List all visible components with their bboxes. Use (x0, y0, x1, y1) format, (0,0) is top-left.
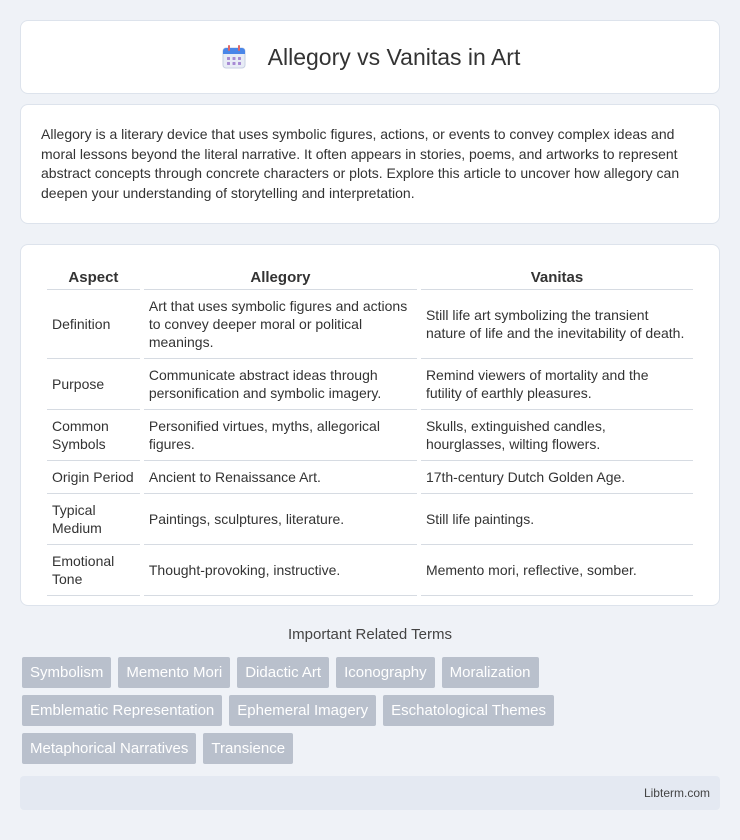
header (220, 43, 521, 71)
tag-symbolism[interactable]: Symbolism (22, 657, 111, 688)
related-terms-section (20, 626, 720, 643)
vanitas-cell: Still life paintings. (421, 494, 693, 545)
aspect-cell: Definition (47, 290, 140, 359)
aspect-cell: Common Symbols (47, 410, 140, 461)
tag-iconography[interactable]: Iconography (336, 657, 435, 688)
allegory-cell: Communicate abstract ideas through personification and symbolic imagery. (144, 359, 417, 410)
tag-transience[interactable]: Transience (203, 733, 293, 764)
allegory-cell: Thought-provoking, instructive. (144, 545, 417, 596)
allegory-cell: Art that uses symbolic figures and actions to convey deeper moral or political meanings. (144, 290, 417, 359)
calendar-icon (220, 43, 248, 71)
header-card (20, 20, 720, 94)
allegory-cell: Paintings, sculptures, literature. (144, 494, 417, 545)
tag-ephemeral-imagery[interactable]: Ephemeral Imagery (229, 695, 376, 726)
intro-card (20, 104, 720, 224)
intro-paragraph: Allegory is a literary device that uses symbolic figures, actions, or events to convey complex ideas and moral lessons beyond the literal narrative. It often appears in stories, poems, and artworks to represent abstract concepts through concrete characters or plots. Explore this article to uncover how allegory can deepen your understanding of storytelling and interpretation. (41, 126, 680, 201)
vanitas-cell: 17th-century Dutch Golden Age. (421, 461, 693, 494)
header-vanitas: Vanitas (421, 263, 693, 290)
table-row (47, 545, 693, 596)
related-terms-tags (22, 657, 712, 764)
page-title: Allegory vs Vanitas in Art (267, 43, 521, 70)
related-terms-title: Important Related Terms (288, 626, 452, 643)
tag-eschatological-themes[interactable]: Eschatological Themes (383, 695, 554, 726)
comparison-table (43, 263, 697, 596)
aspect-cell: Origin Period (47, 461, 140, 494)
aspect-cell: Purpose (47, 359, 140, 410)
comparison-table-card (20, 244, 720, 606)
vanitas-cell: Remind viewers of mortality and the futility of earthly pleasures. (421, 359, 693, 410)
tag-moralization[interactable]: Moralization (442, 657, 539, 688)
table-row (47, 359, 693, 410)
vanitas-cell: Skulls, extinguished candles, hourglasses, wilting flowers. (421, 410, 693, 461)
table-row (47, 494, 693, 545)
footer (20, 776, 720, 810)
tag-metaphorical-narratives[interactable]: Metaphorical Narratives (22, 733, 196, 764)
header-allegory: Allegory (144, 263, 417, 290)
footer-site-link[interactable]: Libterm.com (643, 786, 710, 800)
tag-memento-mori[interactable]: Memento Mori (118, 657, 230, 688)
tag-didactic-art[interactable]: Didactic Art (237, 657, 329, 688)
table-row (47, 290, 693, 359)
table-row (47, 461, 693, 494)
vanitas-cell: Still life art symbolizing the transient nature of life and the inevitability of death. (421, 290, 693, 359)
table-header-row (47, 263, 693, 290)
aspect-cell: Typical Medium (47, 494, 140, 545)
allegory-cell: Ancient to Renaissance Art. (144, 461, 417, 494)
aspect-cell: Emotional Tone (47, 545, 140, 596)
table-row (47, 410, 693, 461)
allegory-cell: Personified virtues, myths, allegorical figures. (144, 410, 417, 461)
header-aspect: Aspect (47, 263, 140, 290)
tag-emblematic-representation[interactable]: Emblematic Representation (22, 695, 222, 726)
vanitas-cell: Memento mori, reflective, somber. (421, 545, 693, 596)
